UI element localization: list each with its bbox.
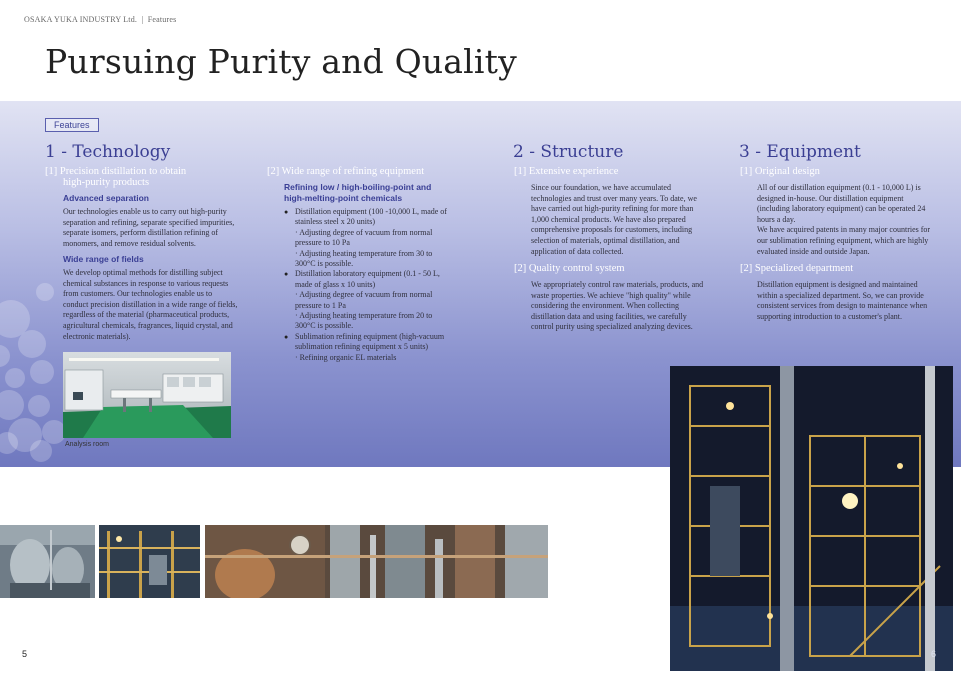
extensive-experience-text: Since our foundation, we have accumulated technologies and trust over many years. To date, we have carried out high-purity refining for more than 1,000 chemical products. We have also prepared comprehensive proposals for customers, including selection of materials, optimal distillation, and application of data collected. (531, 183, 697, 256)
original-design-paragraph-2: We have acquired patents in many major countries for our sublimation refining equipment, which are highly evaluated inside and outside Japan. (757, 225, 931, 256)
list-item: ● Distillation equipment (100 -10,000 L, made of stainless steel x 20 units) (284, 207, 454, 228)
specialized-department-text: Distillation equipment is designed and maintained within a specialized department. So, we can provide consistent services from design to maintenance when supporting introduction to a customer's plant. (757, 280, 928, 321)
equipment-heading: 3 - Equipment (739, 142, 861, 162)
refining-chemicals-heading: Refining low / high-boiling-point and high-melting-point chemicals (284, 182, 432, 203)
advanced-separation-text: Our technologies enable us to carry out high-purity separation and refining, separate specified impurities, separate isomers, perform distillation refining of monomers, and remove residual solvents. (63, 207, 235, 248)
company-name: OSAKA YUKA INDUSTRY Ltd. (24, 15, 138, 24)
technology-heading: 1 - Technology (45, 142, 171, 162)
page-number-left: 5 (22, 649, 28, 659)
header-section: Features (147, 15, 177, 24)
quality-control-text: We appropriately control raw materials, products, and waste properties. We achieve "high quality" while considering the environment. When collecting distillation data and using facilities, we carefully control purity using specialized analyzing devices. (531, 280, 704, 332)
extensive-experience-subheading: [1] Extensive experience (514, 166, 619, 177)
original-design-subheading: [1] Original design (740, 166, 820, 177)
night-plant-photo (670, 366, 953, 671)
header-separator: | (141, 15, 144, 24)
analysis-room-photo (63, 352, 231, 438)
quality-control-subheading: [2] Quality control system (514, 263, 625, 274)
list-item: · Adjusting degree of vacuum from normal pressure to 1 Pa (295, 290, 433, 310)
structure-heading: 2 - Structure (513, 142, 624, 162)
refining-equipment-subheading: [2] Wide range of refining equipment (267, 166, 425, 177)
list-item: · Adjusting heating temperature from 30 to 300°C is possible. (295, 248, 433, 269)
subheading-line-2: high-purity products (63, 177, 150, 188)
page-number-right: 6 (931, 649, 937, 659)
specialized-department-subheading: [2] Specialized department (740, 263, 854, 274)
plant-photo-3 (205, 525, 548, 598)
original-design-text (757, 183, 932, 257)
precision-distillation-subheading (45, 166, 245, 188)
features-badge: Features (45, 118, 99, 132)
subheading-line-1: [1] Precision distillation to obtain (45, 166, 187, 177)
list-item: · Adjusting heating temperature from 20 to 300°C is possible. (295, 311, 433, 331)
equipment-list (284, 207, 454, 363)
wide-range-fields-heading: Wide range of fields (63, 254, 144, 264)
plant-photo-1 (0, 525, 95, 598)
plant-photo-2 (99, 525, 200, 598)
original-design-paragraph-1: All of our distillation equipment (0.1 - 10,000 L) is designed in-house. Our distillation equipment (including laboratory equipment) can be operated 24 hours a day. (757, 183, 926, 224)
list-item: ● Sublimation refining equipment (high-vacuum sublimation refining equipment x 5 units) (284, 332, 454, 353)
running-header (24, 15, 176, 24)
wide-range-fields-text: We develop optimal methods for distilling subject chemical substances in response to various requests from customers. Our technologies enable us to conduct precision distillation in a wide range of fields, regardless of the material (pharmaceutical products, agricultural chemicals, fragrances, liquid crystal, and electronic materials). (63, 268, 238, 341)
list-item: · Adjusting degree of vacuum from normal pressure to 10 Pa (295, 227, 433, 248)
advanced-separation-heading: Advanced separation (63, 193, 149, 203)
page-title: Pursuing Purity and Quality (45, 42, 517, 81)
list-item: · Refining organic EL materials (295, 352, 397, 362)
photo-caption: Analysis room (65, 441, 109, 448)
list-item: ● Distillation laboratory equipment (0.1 - 50 L, made of glass x 10 units) (284, 269, 454, 290)
